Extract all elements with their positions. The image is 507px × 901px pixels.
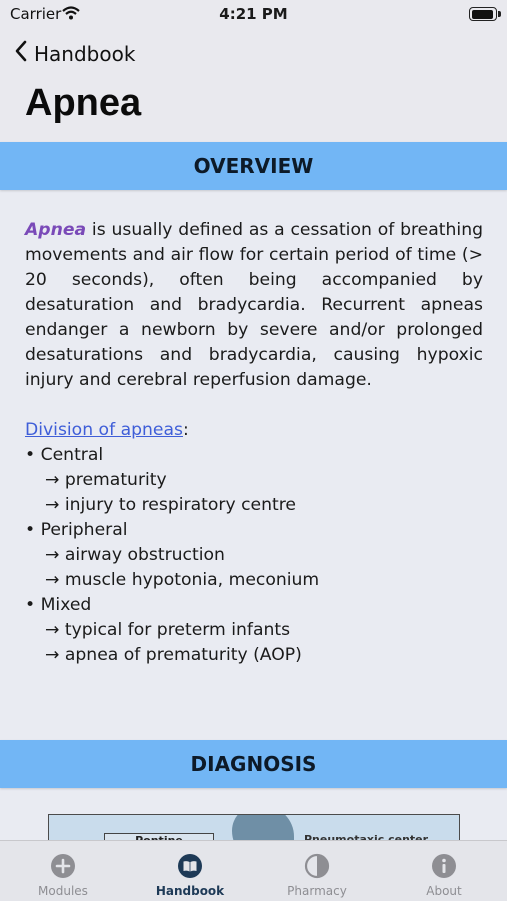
overview-body: is usually defined as a cessation of breathing movements and air flow for certain period of time (> 20 seconds), often being accompanied by desaturation and bradycardia. Recurrent apneas endanger a newborn by severe and/or prolonged desaturations and bradycardia, causing hypoxic injury and cerebral reperfusion damage. [25, 220, 483, 390]
clock: 4:21 PM [219, 5, 288, 23]
list-item-peripheral: • Peripheral [25, 520, 128, 540]
overview-paragraph [25, 218, 483, 393]
tab-handbook[interactable] [127, 841, 253, 901]
list-item-mixed: • Mixed [25, 595, 92, 615]
tab-label: About [426, 884, 462, 898]
plus-circle-icon [50, 853, 76, 879]
list-subitem: → typical for preterm infants [45, 620, 291, 640]
tab-modules[interactable] [0, 841, 126, 901]
list-subitem: → muscle hypotonia, meconium [45, 570, 320, 590]
battery-icon [469, 7, 497, 21]
status-bar [0, 0, 507, 30]
list-item-central: • Central [25, 445, 104, 465]
tab-label: Handbook [155, 884, 225, 898]
page-title: Apnea [25, 82, 142, 124]
division-link[interactable]: Division of apneas [25, 420, 183, 440]
back-label: Handbook [34, 41, 136, 66]
tab-pharmacy[interactable] [254, 841, 380, 901]
section-header-overview[interactable]: OVERVIEW [0, 142, 507, 190]
list-subitem: → injury to respiratory centre [45, 495, 296, 515]
carrier-label: Carrier [10, 5, 62, 23]
back-button[interactable] [14, 40, 135, 67]
info-icon [431, 853, 457, 879]
division-heading [25, 418, 483, 443]
apnea-term: Apnea [25, 220, 87, 240]
list-subitem: → airway obstruction [45, 545, 225, 565]
section-header-diagnosis[interactable]: DIAGNOSIS [0, 740, 507, 788]
navigation-header [0, 30, 507, 142]
overview-content [25, 218, 483, 668]
tab-about[interactable] [381, 841, 507, 901]
list-subitem: → prematurity [45, 470, 167, 490]
chevron-left-icon [14, 40, 28, 67]
division-colon: : [183, 420, 189, 440]
list-subitem: → apnea of prematurity (AOP) [45, 645, 302, 665]
tab-label: Modules [38, 884, 88, 898]
tab-bar [0, 840, 507, 901]
tab-label: Pharmacy [287, 884, 347, 898]
book-icon [177, 853, 203, 879]
half-circle-icon [304, 853, 330, 879]
